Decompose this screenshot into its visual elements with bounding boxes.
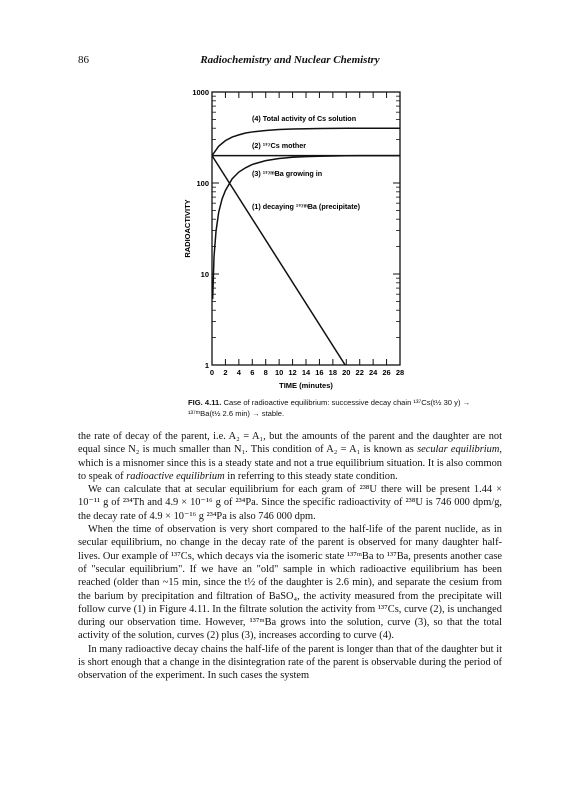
label-ba-decaying: (1) decaying ¹³⁷ᵐBa (precipitate) — [252, 202, 361, 211]
plot-axes — [183, 88, 404, 390]
x-tick-label: 10 — [274, 368, 284, 377]
curve-ba-decaying — [209, 156, 360, 388]
term-radioactive-equilibrium: radioactive equilibrium — [126, 470, 225, 482]
x-axis-label: TIME (minutes) — [279, 381, 333, 390]
page-header — [78, 54, 502, 70]
figure-4-11-chart — [168, 84, 428, 394]
label-total-activity: (4) Total activity of Cs solution — [252, 114, 357, 123]
caption-line2: ¹³⁷ᵐBa(t½ 2.6 min) → stable. — [188, 409, 285, 418]
page-number: 86 — [78, 54, 89, 66]
running-title: Radiochemistry and Nuclear Chemistry — [200, 54, 380, 66]
paragraph-1 — [78, 430, 502, 483]
x-tick-label: 12 — [288, 368, 297, 377]
paragraph-3: When the time of observation is very short compared to the half-life of the parent nuclide, as in secular equilibrium, no change in the decay rate of the parent is observed for many daughter half-lives. Our example of ¹³⁷Cs, which decays via the isomeric state ¹³⁷ᵐBa to ¹³⁷Ba, presents another case of "secular equilibrium". If we have an "old" sample in which radioactive equilibrium has been reached (older than ~15 min, since the t½ of the daughter is 2.6 min), and separate the cesium from the barium by precipitation and filtration of BaSO₄, the activity measured from the precipitate will follow curve (1) in Figure 4.11. In the filtrate solution the activity from ¹³⁷Cs, curve (2), is unchanged during our observation time. However, ¹³⁷ᵐBa grows into the solution, curve (3), so that the total activity of the solution, curves (2) plus (3), increases according to curve (4). — [78, 524, 502, 642]
body-text — [78, 430, 502, 683]
x-tick-label: 26 — [382, 368, 391, 377]
plot-frame — [212, 92, 400, 365]
y-tick-label: 100 — [196, 179, 209, 188]
x-tick-label: 14 — [301, 368, 311, 377]
x-tick-label: 24 — [368, 368, 378, 377]
y-tick-label: 10 — [200, 270, 209, 279]
x-tick-label: 22 — [355, 368, 364, 377]
caption-lead: FIG. 4.11. — [188, 398, 222, 407]
label-cs-mother: (2) ¹³⁷Cs mother — [252, 141, 307, 150]
x-tick-label: 2 — [223, 368, 228, 377]
y-tick-label: 1000 — [192, 88, 209, 97]
paragraph-4: In many radioactive decay chains the half-life of the parent is longer than that of the daughter but it is short enough that a change in the disintegration rate of the parent is observable during the period of observation of the experiment. In such cases the system — [78, 643, 502, 682]
x-tick-label: 28 — [395, 368, 405, 377]
label-ba-growing-in: (3) ¹³⁷ᵐBa growing in — [252, 169, 323, 178]
y-axis-label: RADIOACTIVITY — [183, 199, 192, 258]
plot-curves — [209, 128, 400, 388]
paragraph-2: We can calculate that at secular equilibrium for each gram of ²³⁸U there will be present 1.44 × 10⁻¹¹ g of ²³⁴Th and 4.9 × 10⁻¹⁶ g of ²³⁴Pa. Since the specific radioactivity of ²³⁸U is 746 000 dpm/g, the decay rate of 4.9 × 10⁻¹⁶ g ²³⁴Pa is also 746 000 dpm. — [78, 484, 502, 522]
x-tick-label: 8 — [263, 368, 268, 377]
paragraph-1-a: the rate of decay of the parent, i.e. A₂ = A₁, but the amounts of the parent and the daughter are not equal since N₂ is much smaller than N₁. This condition of A₂ = A₁ is known as — [78, 431, 502, 456]
x-tick-label: 6 — [250, 368, 255, 377]
paragraph-1-b: , which is a misnomer since this is a steady state and not a true equilibrium situation. It is also common to speak of — [78, 444, 502, 482]
x-tick-label: 18 — [328, 368, 338, 377]
x-tick-label: 0 — [209, 368, 215, 377]
y-tick-label: 1 — [204, 361, 209, 370]
caption-line1: Case of radioactive equilibrium: successive decay chain ¹³⁷Cs(t½ 30 y) → — [223, 398, 471, 407]
x-tick-label: 4 — [236, 368, 241, 377]
paragraph-1-c: in referring to this steady state condition. — [227, 470, 398, 482]
x-tick-label: 20 — [342, 368, 351, 377]
figure-caption — [188, 397, 508, 419]
x-tick-label: 16 — [315, 368, 324, 377]
term-secular-equilibrium: secular equilibrium — [417, 444, 500, 456]
